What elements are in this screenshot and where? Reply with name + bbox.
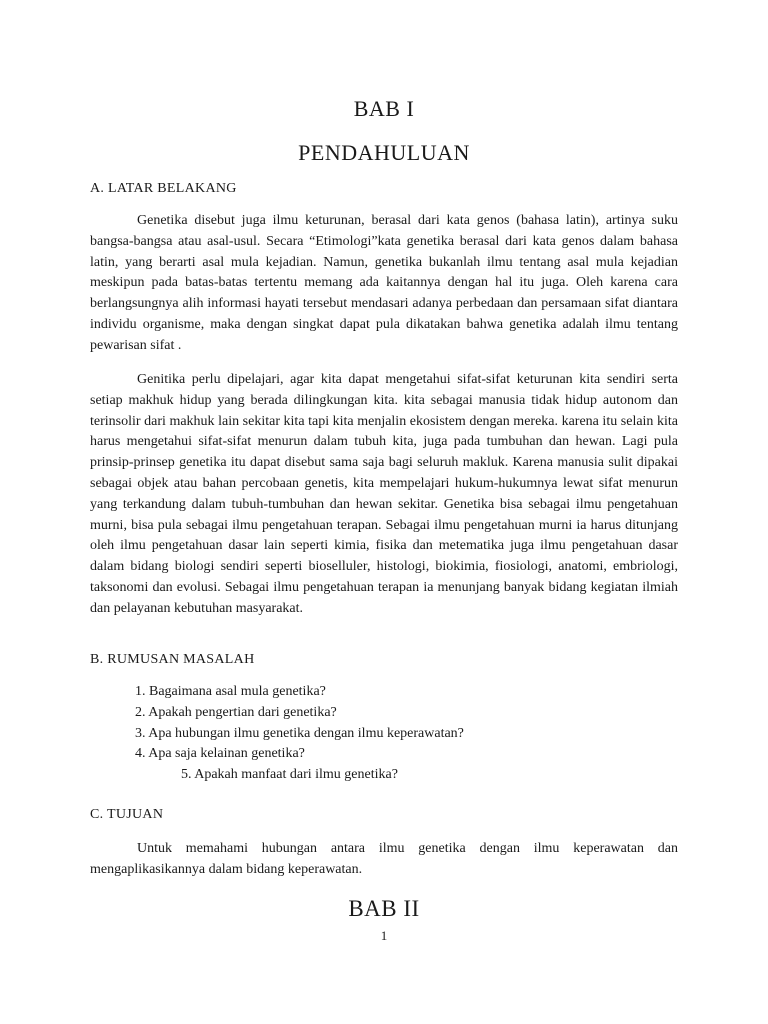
chapter-subtitle: PENDAHULUAN [298,140,470,165]
chapter-title-2: BAB II [348,896,420,921]
section-heading-latar-belakang: A. LATAR BELAKANG [90,181,237,196]
chapter-title: BAB I [353,96,415,121]
paragraph-latar-belakang-2: Genitika perlu dipelajari, agar kita dapat mengetahui sifat-sifat keturunan kita sendiri serta setiap makhuk hidup yang berada dilingkungan kita. kita sebagai manusia tidak hidup autonom dan terinsolir dari makhuk lain sekitar kita tapi kita menjalin ekosistem dengan mereka. karena itu selain kita harus mengetahui sifat-sifat menurun dalam tubuh kita, juga pada tumbuhan dan hewan. Lagi pula prinsip-prinsep genetika itu dapat disebut sama saja bagi seluruh makluk. Karena manusia sulit dipakai sebagai objek atau bahan percobaan genetis, kita mempelajari hukum-hukumnya lewat sifat menurun yang terkandung dalam tubuh-tumbuhan dan hewan sekitar. Genetika bisa sebagai ilmu pengetahuan murni, bisa pula sebagai ilmu pengetahuan terapan. Sebagai ilmu pengetahuan murni ia harus ditunjang oleh ilmu pengetahuan dasar lain seperti kimia, fisika dan metematika juga ilmu pengetahuan dasar dalam bidang biologi sendiri seperti bioselluler, histologi, biokimia, fiosiologi, anatomi, embriologi, taksonomi dan evolusi. Sebagai ilmu pengetahuan terapan ia menunjang banyak bidang kegiatan ilmiah dan pelayanan kebutuhan masyarakat. [90,372,678,616]
paragraph-latar-belakang-1: Genetika disebut juga ilmu keturunan, berasal dari kata genos (bahasa latin), artinya suku bangsa-bangsa atau asal-usul. Secara “Etimologi”kata genetika berasal dari kata genos dalam bahasa latin, yang berarti asal mula kejadian. Namun, genetika bukanlah ilmu tentang asal mula kejadian meskipun pada batas-batas tertentu memang ada kaitannya dengan hal itu juga. Oleh karena cara berlangsungnya alih informasi hayati tersebut mendasari adanya perbedaan dan persamaan sifat diantara individu organisme, maka dengan singkat dapat pula dikatakan bahwa genetika adalah ilmu tentang pewarisan sifat . [90,213,678,353]
list-item: 5. Apakah manfaat dari ilmu genetika? [181,767,398,783]
paragraph-tujuan: Untuk memahami hubungan antara ilmu genetika dengan ilmu keperawatan dan mengaplikasikannya dalam bidang keperawatan. [90,841,678,877]
list-item: 3. Apa hubungan ilmu genetika dengan ilmu keperawatan? [135,725,464,741]
list-item: 4. Apa saja kelainan genetika? [135,746,305,762]
list-item: 2. Apakah pengertian dari genetika? [135,704,337,720]
problem-list [0,682,768,786]
list-item: 1. Bagaimana asal mula genetika? [135,684,326,699]
section-heading-rumusan-masalah: B. RUMUSAN MASALAH [90,652,255,667]
section-heading-tujuan: C. TUJUAN [90,807,164,822]
page-number: 1 [380,928,388,943]
